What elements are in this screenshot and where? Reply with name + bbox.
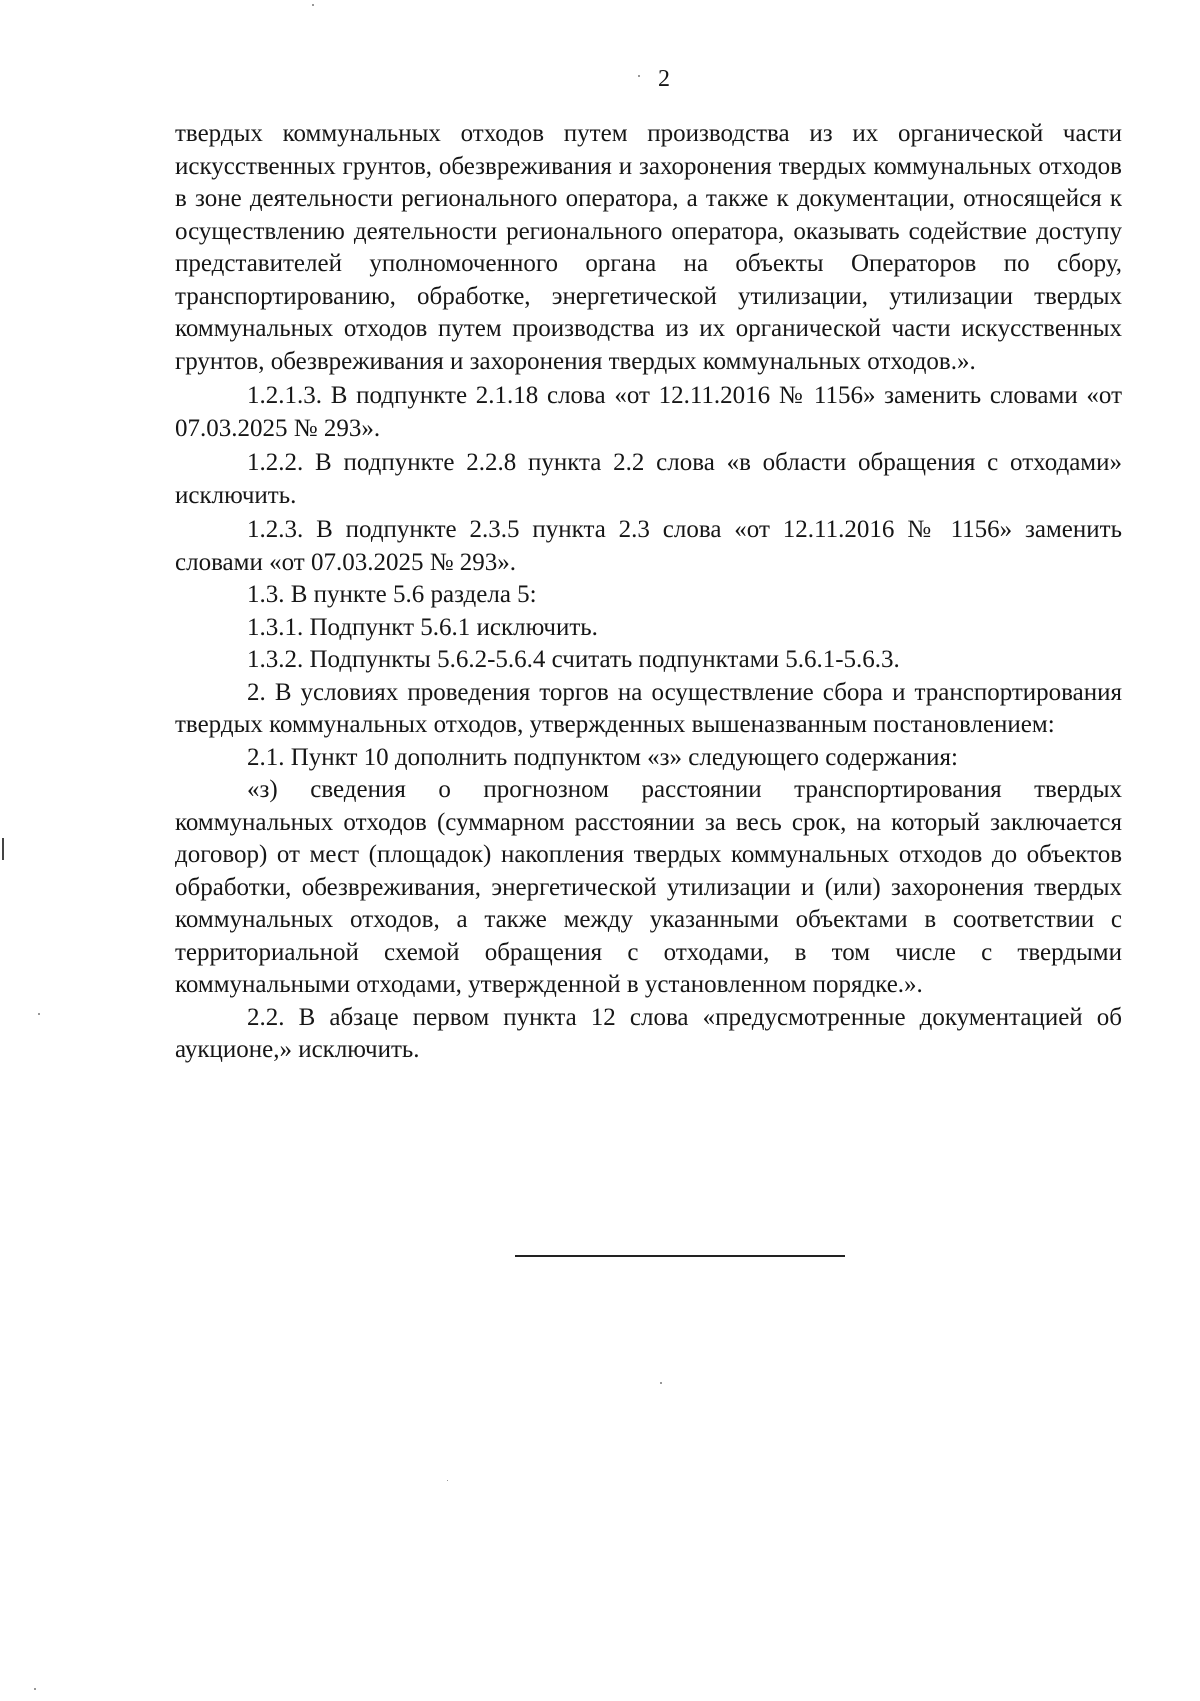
scan-speck	[312, 4, 314, 6]
scan-speck	[34, 1688, 36, 1690]
scan-speck	[38, 1013, 40, 1015]
document-body	[175, 118, 1122, 1067]
paragraph-2-1: 2.1. Пункт 10 дополнить подпунктом «з» следующего содержания:	[247, 743, 958, 771]
paragraph-2-1-z: «з) сведения о прогнозном расстоянии транспортирования твердых коммунальных отходов (суммарном расстоянии за весь срок, на который заключается договор) от мест (площадок) накопления твердых коммунальных отходов до объектов обработки, обезвреживания, энергетической утилизации и (или) захоронения твердых коммунальных отходов, а также между указанными объектами в соответствии с территориальной схемой обращения с отходами, в том числе с твердыми коммунальными отходами, утвержденной в установленном порядке.».	[175, 776, 1122, 998]
scan-edge-mark	[2, 838, 4, 860]
paragraph-1-2-3: 1.2.3. В подпункте 2.3.5 пункта 2.3 слова «от 12.11.2016 № 1156» заменить словами «от 07.03.2025 № 293».	[175, 516, 1122, 576]
paragraph-1-3-2: 1.3.2. Подпункты 5.6.2-5.6.4 считать подпунктами 5.6.1-5.6.3.	[247, 646, 900, 673]
closing-separator-line	[515, 1255, 845, 1257]
paragraph-continuation: твердых коммунальных отходов путем производства из их органической части искусственных грунтов, обезвреживания и захоронения твердых коммунальных отходов в зоне деятельности регионального оператора, а также к документации, относящейся к осуществлению деятельности регионального оператора, оказывать содействие доступу представителей уполномоченного органа на объекты Операторов по сбору, транспортированию, обработке, энергетической утилизации, утилизации твердых коммунальных отходов путем производства из их органической части искусственных грунтов, обезвреживания и захоронения твердых коммунальных отходов.».	[175, 120, 1122, 375]
paragraph-1-3-1: 1.3.1. Подпункт 5.6.1 исключить.	[247, 613, 598, 641]
paragraph-1-2-1-3: 1.2.1.3. В подпункте 2.1.18 слова «от 12.11.2016 № 1156» заменить словами «от 07.03.2025 № 293».	[175, 382, 1122, 442]
paragraph-2-2: 2.2. В абзаце первом пункта 12 слова «предусмотренные документацией об аукционе,» исключить.	[175, 1003, 1122, 1063]
paragraph-1-2-2: 1.2.2. В подпункте 2.2.8 пункта 2.2 слова «в области обращения с отходами» исключить.	[175, 449, 1122, 509]
paragraph-2: 2. В условиях проведения торгов на осуществление сбора и транспортирования твердых коммунальных отходов, утвержденных вышеназванным постановлением:	[175, 678, 1122, 738]
scan-speck	[638, 75, 640, 77]
page-number: 2	[658, 66, 670, 92]
paragraph-1-3: 1.3. В пункте 5.6 раздела 5:	[247, 581, 537, 608]
scan-speck	[660, 1382, 662, 1384]
scan-speck	[447, 1480, 448, 1481]
